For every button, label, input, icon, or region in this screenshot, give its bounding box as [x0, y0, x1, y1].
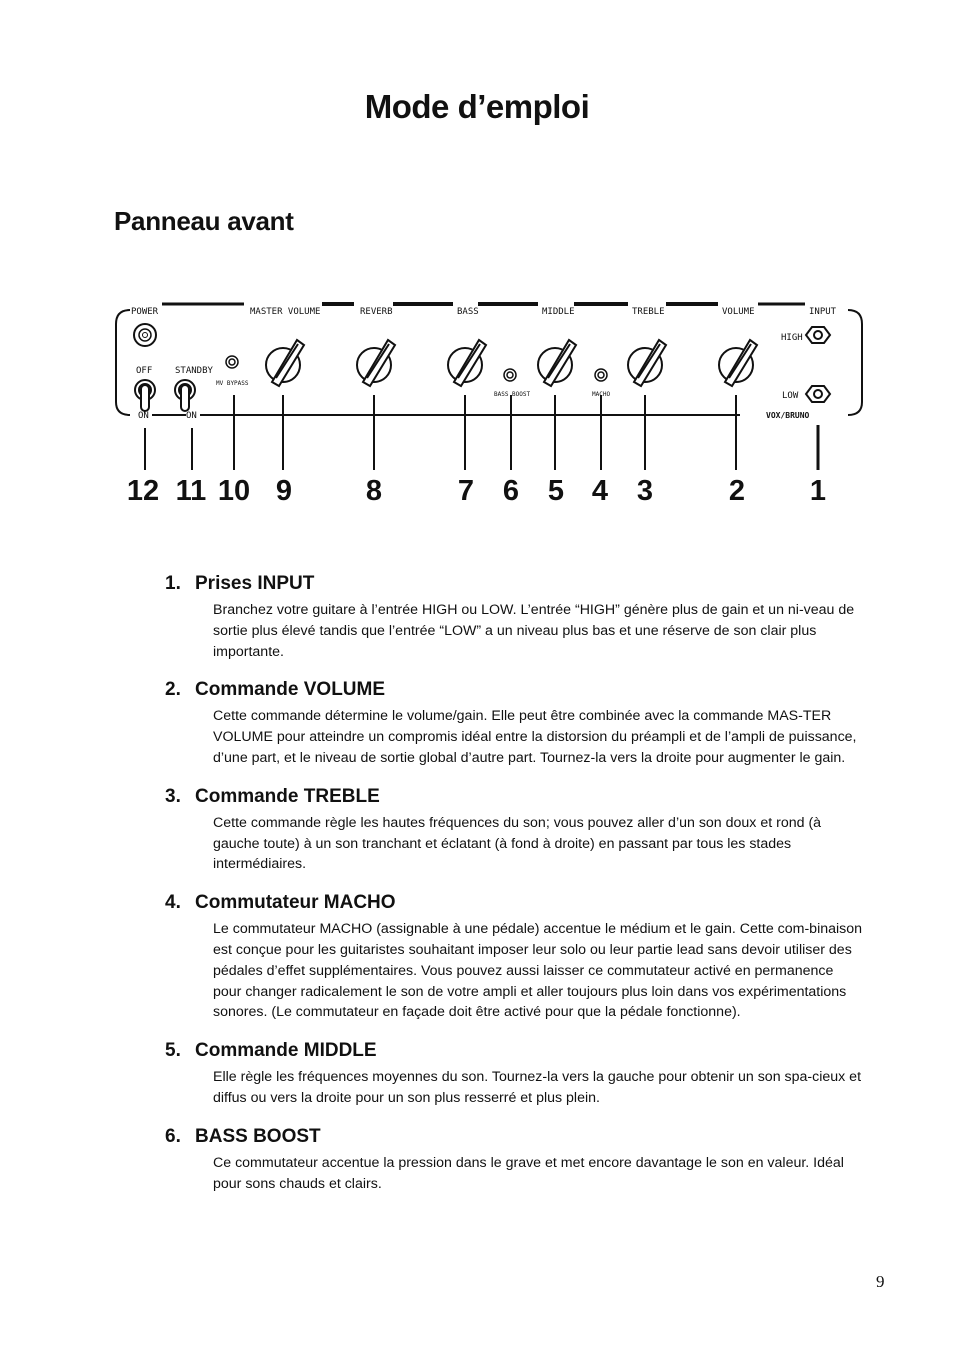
- item-description: Le commutateur MACHO (assignable à une pédale) accentue le médium et le gain. Cette com-binaison est conçue pour les guitaristes souhaitant imposer leur solo ou leur partie lead sans devoir utiliser des pédales d’effet supplémentaires. Vous pouvez aussi laisser ce commutateur activé en permanence pour changer radicalement le son de votre ampli et aller toujours plus loin dans vos expérimentations sonores. (Le commutateur en façade doit être activé pour que la pédale fonctionne).: [213, 921, 863, 1021]
- label-high: HIGH: [781, 333, 803, 343]
- list-item: [0, 572, 954, 662]
- item-title: Prises INPUT: [195, 573, 315, 594]
- item-title: Commande MIDDLE: [195, 1040, 377, 1062]
- list-item: [0, 1125, 954, 1195]
- label-treble: TREBLE: [632, 307, 665, 317]
- label-bass-boost: BASS BOOST: [494, 391, 531, 398]
- item-heading: [165, 1039, 954, 1063]
- item-number: 5.: [165, 1040, 181, 1062]
- item-number: 6.: [165, 1125, 181, 1147]
- bass-boost-switch-icon: [504, 369, 516, 381]
- power-lamp-icon: [134, 324, 156, 346]
- callout-10: 10: [217, 475, 251, 507]
- callout-9: 9: [275, 475, 293, 507]
- volume-knob-icon: [719, 340, 757, 386]
- treble-knob-icon: [628, 340, 666, 386]
- label-on-power: ON: [138, 411, 149, 421]
- list-item: [0, 1039, 954, 1109]
- item-description: Cette commande règle les hautes fréquences du son; vous pouvez aller d’un son doux et rond (à gauche toute) à un son tranchant et éclatant (à fond à droite) en passant par tous les stades intermédiaires.: [213, 814, 822, 873]
- label-master-volume: MASTER VOLUME: [250, 307, 321, 317]
- item-description: Cette commande détermine le volume/gain. Elle peut être combinée avec la commande MAS-TER VOLUME pour atteindre un compromis idéal entre la distorsion du préampli et de l’ampli de puissance, d’une part, et le niveau de sortie global d’autre part. Tournez-la vers la droite pour augmenter le gain.: [213, 708, 857, 766]
- macho-switch-icon: [595, 369, 607, 381]
- item-heading: [165, 785, 954, 809]
- callout-4: 4: [591, 475, 609, 507]
- callout-7: 7: [457, 475, 475, 507]
- item-heading: [165, 1125, 954, 1149]
- middle-knob-icon: [538, 340, 576, 386]
- input-high-jack-icon: [806, 327, 830, 343]
- label-off: OFF: [136, 366, 153, 376]
- item-heading: [165, 678, 954, 702]
- callout-5: 5: [547, 475, 565, 507]
- front-panel-diagram: [0, 290, 954, 470]
- label-reverb: REVERB: [360, 307, 393, 317]
- label-power: POWER: [131, 307, 159, 317]
- callout-12: 12: [126, 475, 160, 507]
- reverb-knob-icon: [357, 340, 395, 386]
- item-title: Commande VOLUME: [195, 679, 386, 701]
- power-switch-icon: [135, 380, 155, 411]
- input-low-jack-icon: [806, 386, 830, 402]
- label-low: LOW: [782, 391, 799, 401]
- vox-logo: VOX/BRUNO: [766, 411, 810, 420]
- item-number: 3.: [165, 785, 181, 807]
- callout-3: 3: [636, 475, 654, 507]
- callout-6: 6: [502, 475, 520, 507]
- item-description: Elle règle les fréquences moyennes du son. Tournez-la vers la gauche pour obtenir un son spa-cieux et diffus ou vers la droite pour un son plus resserré et plus plein.: [213, 1069, 862, 1106]
- item-number: 2.: [165, 679, 181, 701]
- label-input: INPUT: [809, 307, 837, 317]
- list-item: [0, 785, 954, 875]
- item-heading: [165, 891, 954, 915]
- page-number: 9: [876, 1272, 885, 1291]
- section-title: Panneau avant: [114, 206, 294, 236]
- label-bass: BASS: [457, 307, 479, 317]
- callout-numbers: [0, 475, 954, 515]
- label-mv-bypass: MV BYPASS: [216, 380, 249, 387]
- callout-1: 1: [809, 475, 827, 507]
- label-volume: VOLUME: [722, 307, 755, 317]
- label-middle: MIDDLE: [542, 307, 575, 317]
- item-title: Commutateur MACHO: [195, 892, 396, 914]
- item-heading: [165, 572, 954, 596]
- standby-switch-icon: [175, 380, 195, 411]
- master-volume-knob-icon: [266, 340, 304, 386]
- list-item: [0, 678, 954, 768]
- label-standby: STANDBY: [175, 366, 213, 376]
- page-title: Mode d’emploi: [364, 88, 590, 125]
- item-description: Ce commutateur accentue la pression dans le grave et met encore davantage le son en valeur. Idéal pour sons chauds et clairs.: [213, 1154, 844, 1192]
- item-list: [0, 572, 954, 1210]
- item-title: Commande TREBLE: [195, 785, 380, 807]
- label-macho: MACHO: [592, 391, 611, 398]
- bass-knob-icon: [448, 340, 486, 386]
- item-number: 4.: [165, 892, 181, 914]
- item-number: 1.: [165, 573, 181, 594]
- list-item: [0, 891, 954, 1023]
- callout-11: 11: [175, 475, 207, 507]
- item-title: BASS BOOST: [195, 1125, 321, 1147]
- callout-2: 2: [728, 475, 746, 507]
- mv-bypass-switch-icon: [226, 356, 238, 368]
- item-description: Branchez votre guitare à l’entrée HIGH ou LOW. L’entrée “HIGH” génère plus de gain et un ni-veau de sortie plus élevé tandis que l’entrée “LOW” a un niveau plus bas et une réserve de son clair plus importante.: [213, 602, 855, 660]
- label-on-standby: ON: [186, 411, 197, 421]
- callout-8: 8: [365, 475, 383, 507]
